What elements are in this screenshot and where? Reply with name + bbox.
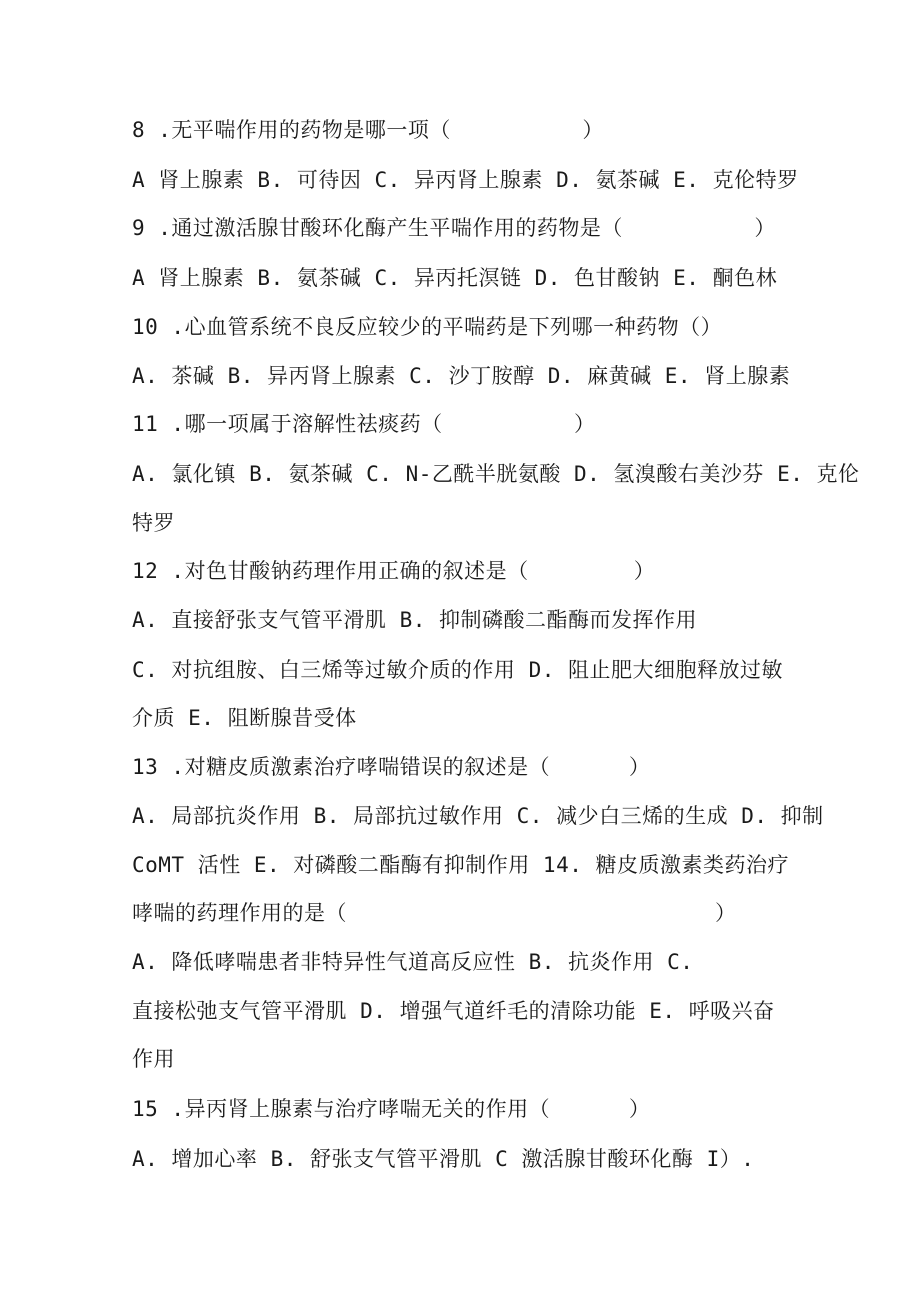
question-8-text: 8 .无平喘作用的药物是哪一项（ ） [132, 118, 604, 142]
question-13-options-cont: CoMT 活性 E. 对磷酸二酯酶有抑制作用 14. 糖皮质激素类药治疗 [132, 853, 790, 877]
question-8-options: A 肾上腺素 B. 可待因 C. 异丙肾上腺素 D. 氨茶碱 E. 克伦特罗 [132, 168, 799, 192]
question-11-text: 11 .哪一项属于溶解性祛痰药（ ） [132, 412, 596, 436]
question-14-text: 哮喘的药理作用的是（ ） [132, 901, 737, 925]
question-12-options-cont: C. 对抗组胺、白三烯等过敏介质的作用 D. 阻止肥大细胞释放过敏 [132, 658, 783, 682]
question-11-options-cont: 特罗 [132, 511, 175, 535]
question-11-options: A. 氯化镇 B. 氨茶碱 C. N-乙酰半胱氨酸 D. 氢溴酸右美沙芬 E. 克伦 [132, 462, 860, 486]
question-15-options: A. 增加心率 B. 舒张支气管平滑肌 C 激活腺甘酸环化酶 I）. [132, 1147, 755, 1171]
question-14-options-cont: 直接松弛支气管平滑肌 D. 增强气道纤毛的清除功能 E. 呼吸兴奋 [132, 999, 775, 1023]
question-14-options: A. 降低哮喘患者非特异性气道高反应性 B. 抗炎作用 C. [132, 950, 694, 974]
question-13-options: A. 局部抗炎作用 B. 局部抗过敏作用 C. 减少白三烯的生成 D. 抑制 [132, 804, 824, 828]
question-12-options-cont-2: 介质 E. 阻断腺昔受体 [132, 706, 357, 730]
question-15-text: 15 .异丙肾上腺素与治疗哮喘无关的作用（ ） [132, 1097, 651, 1121]
question-12-text: 12 .对色甘酸钠药理作用正确的叙述是（ ） [132, 559, 656, 583]
question-9-text: 9 .通过激活腺甘酸环化酶产生平喘作用的药物是（ ） [132, 216, 776, 240]
question-13-text: 13 .对糖皮质激素治疗哮喘错误的叙述是（ ） [132, 755, 651, 779]
question-10-text: 10 .心血管系统不良反应较少的平喘药是下列哪一种药物（） [132, 315, 723, 339]
question-10-options: A. 茶碱 B. 异丙肾上腺素 C. 沙丁胺醇 D. 麻黄碱 E. 肾上腺素 [132, 364, 791, 388]
question-9-options: A 肾上腺素 B. 氨茶碱 C. 异丙托溟链 D. 色甘酸钠 E. 酮色林 [132, 266, 778, 290]
question-14-options-cont-2: 作用 [132, 1047, 175, 1071]
question-12-options: A. 直接舒张支气管平滑肌 B. 抑制磷酸二酯酶而发挥作用 [132, 608, 697, 632]
